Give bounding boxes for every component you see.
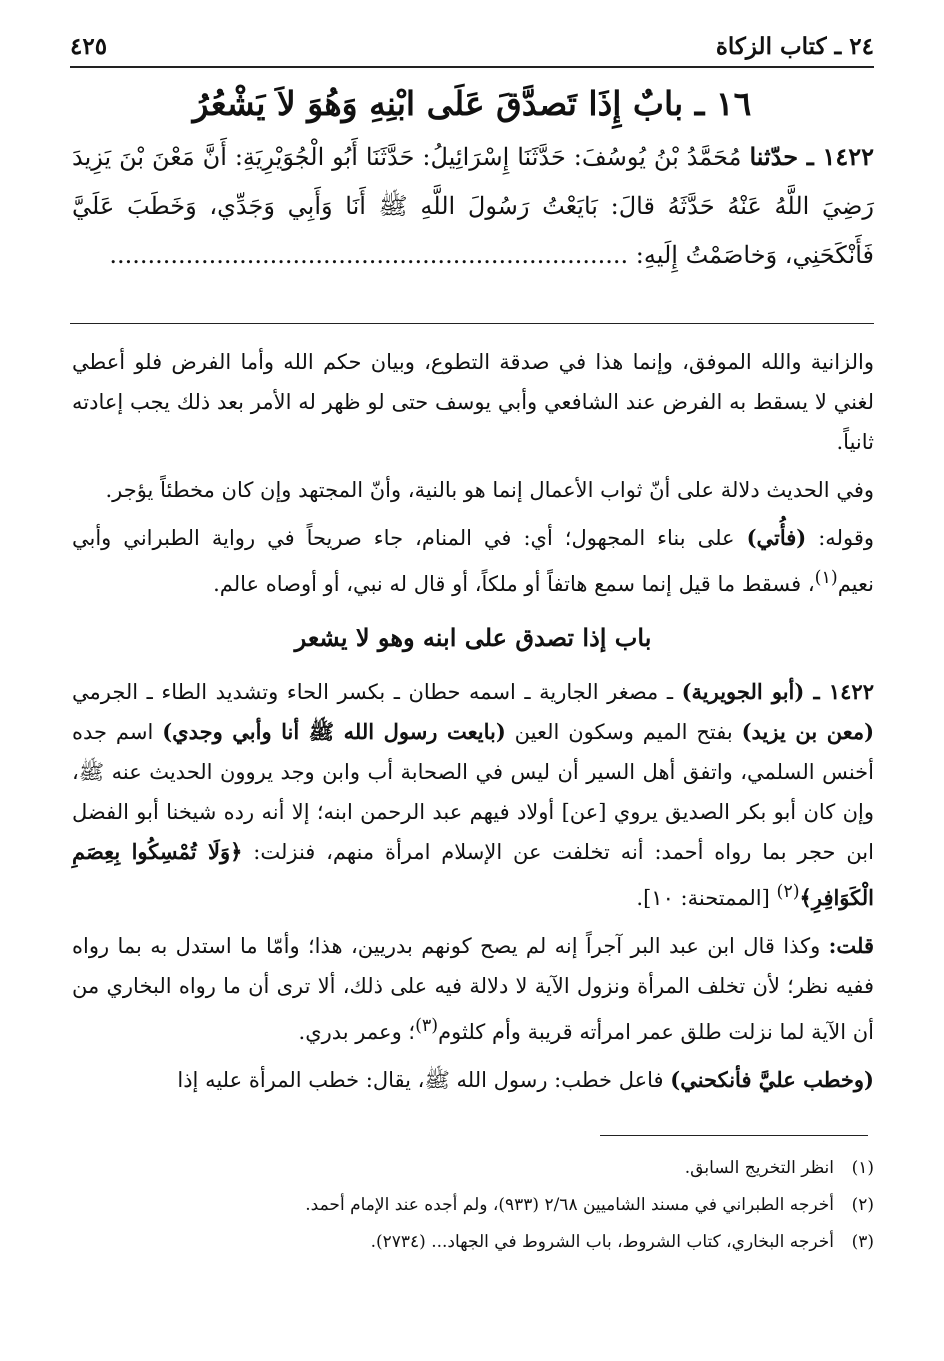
footnote-text: أخرجه البخاري، كتاب الشروط، باب الشروط في الجهاد... (٢٧٣٤).: [370, 1232, 834, 1252]
running-header: [70, 24, 874, 68]
text-run: فاعل خطب: رسول الله ﷺ، يقال: خطب المرأة عليه إذا: [177, 1068, 671, 1092]
text-run: ـ مصغر الجارية ـ اسمه حطان ـ بكسر الحاء وتشديد الطاء ـ الجرمي: [72, 680, 682, 704]
footnote-item: [72, 1224, 874, 1261]
footnote-item: [72, 1187, 874, 1224]
text-run: وكذا قال ابن عبد البر آجراً إنه لم يصح كونهم بدريين، هذا؛ وأمّا ما استدل به بما رواه ففيه نظر؛ لأن تخلف المرأة ونزول الآية لا دلالة فيه على ذلك، ألا ترى أن ما رواه البخاري من أن الآية لما نزلت طلق عمر امرأته قريبة وأم كلثوم: [72, 934, 875, 1044]
footnote-ref: (٣): [415, 1016, 439, 1036]
bold-run: (وخطب عليَّ فأنكحني): [670, 1067, 874, 1092]
text-run: [الممتحنة: ١٠].: [636, 886, 777, 910]
text-run: ؛ وعمر بدري.: [298, 1020, 416, 1044]
quran-verse: ﴿وَلَا تُمْسِكُوا بِعِصَمِ الْكَوَافِرِ﴾: [72, 839, 874, 910]
bold-run: (فأُتي): [746, 525, 807, 550]
footnote-ref: (٢): [776, 882, 800, 902]
commentary-paragraph-2: وفي الحديث دلالة على أنّ ثواب الأعمال إنما هو بالنية، وأنّ المجتهد وإن كان مخطئاً يؤجر.: [105, 478, 874, 502]
commentary-paragraph-6: [72, 1060, 874, 1100]
text-run: على بناء المجهول؛ أي: في المنام، جاء صريحاً في رواية الطبراني وأبي نعيم: [72, 526, 874, 596]
page-number: ٤٢٥: [70, 33, 108, 60]
text-run: ، فسقط ما قيل إنما سمع هاتفاً أو ملكاً، أو قال له نبي، أو أوصاه عالم.: [213, 572, 815, 596]
commentary-paragraph-5: [72, 926, 874, 1052]
text-run: وقوله:: [806, 526, 874, 550]
chapter-book-title: ٢٤ ـ كتاب الزكاة: [715, 33, 874, 60]
hadith-lead: ١٤٢٢ ـ حدّثنا: [749, 142, 874, 171]
commentary-paragraph-3: [72, 518, 874, 604]
bold-run: ١٤٢٢ ـ (أبو الجويرية): [681, 679, 874, 704]
hadith-dots: ....................................................................: [109, 241, 636, 269]
footnote-number: (٢): [851, 1195, 874, 1215]
bold-run: (معن بن يزيد): [741, 719, 875, 744]
section-divider: [70, 323, 874, 324]
footnote-rule: [600, 1135, 868, 1136]
footnote-number: (١): [851, 1158, 874, 1178]
footnote-item: [72, 1150, 874, 1187]
chapter-heading: ١٦ ـ بابٌ إِذَا تَصدَّقَ عَلَى ابْنِهِ وَهُوَ لاَ يَشْعُرُ: [192, 84, 752, 123]
section-subheading: باب إذا تصدق على ابنه وهو لا يشعر: [294, 623, 652, 652]
commentary-paragraph-4: [72, 672, 874, 918]
bold-run: قلت:: [828, 933, 874, 958]
footnote-text: أخرجه الطبراني في مسند الشاميين ٢/٦٨ (٩٣٣)، ولم أجده عند الإمام أحمد.: [305, 1195, 834, 1215]
hadith-text: [72, 132, 874, 280]
hadith-body: مُحَمَّدُ بْنُ يُوسُفَ: حَدَّثَنَا إِسْرَائِيلُ: حَدَّثَنَا أَبُو الْجُوَيْرِيَةِ: أَنَّ مَعْنَ بْنَ يَزِيدَ رَضِيَ اللَّهُ عَنْهُ حَدَّثَهُ قالَ: بَايَعْتُ رَسُولَ اللَّهِ ﷺ أَنَا وَأَبِي وَجَدِّي، وَخَطَبَ عَلَيَّ فَأَنْكَحَنِي، وَخاصَمْتُ إِلَيهِ:: [72, 143, 874, 269]
footnote-text: انظر التخريج السابق.: [684, 1158, 834, 1178]
commentary-paragraph-1: والزانية والله الموفق، وإنما هذا في صدقة التطوع، وبيان حكم الله وأما الفرض فلو أعطي لغني لا يسقط به الفرض عند الشافعي وأبي يوسف حتى لو ظهر له الأمر بعد ذلك يجب إعادته ثانياً.: [72, 350, 874, 454]
footnote-number: (٣): [851, 1232, 874, 1252]
footnotes: [72, 1150, 874, 1261]
footnote-ref: (١): [814, 568, 838, 588]
text-run: اسم جده أخنس السلمي، واتفق أهل السير أن ليس في الصحابة أب وابن وجد يروون الحديث عنه ﷺ، وإن كان أبو بكر الصديق يروي [عن] أولاد فيهم عبد الرحمن ابنه؛ إلا أنه رده شيخنا أبو الفضل ابن حجر بما رواه أحمد: أنه تخلفت عن الإسلام امرأة منهم، فنزلت:: [72, 720, 874, 864]
commentary: [72, 342, 874, 1108]
text-run: بفتح الميم وسكون العين: [505, 720, 742, 744]
bold-run: (بايعت رسول الله ﷺ أنا وأبي وجدي): [162, 719, 506, 744]
